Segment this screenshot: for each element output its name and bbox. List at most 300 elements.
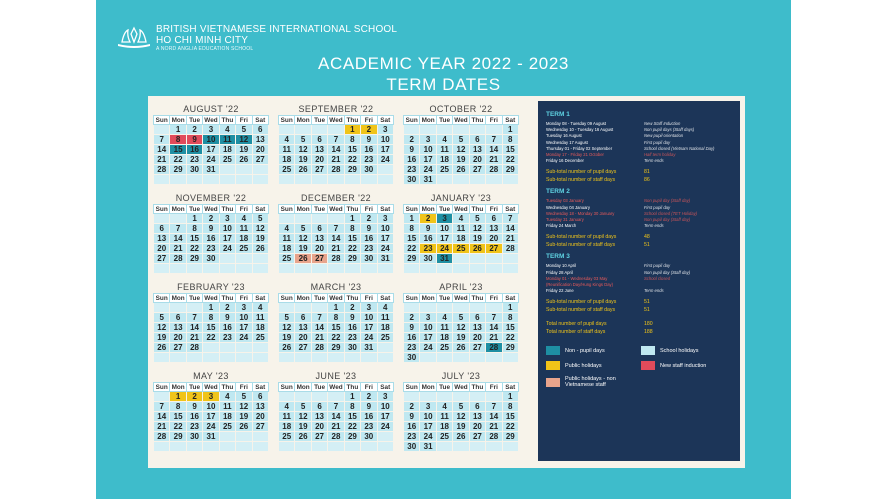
day-cell: 27 (486, 244, 502, 254)
subtotal-row (546, 168, 732, 176)
day-cell (436, 442, 452, 452)
weekday-header: Thu (344, 205, 360, 214)
day-cell: 21 (328, 155, 344, 165)
day-cell: 16 (420, 234, 436, 244)
month-name: MARCH '23 (310, 282, 362, 292)
weekday-header: Fri (361, 383, 377, 392)
day-cell: 2 (361, 214, 377, 224)
day-cell: 3 (420, 313, 436, 323)
day-cell (361, 175, 377, 185)
weekday-header: Mon (421, 116, 435, 124)
day-cell (295, 264, 311, 274)
day-cell: 30 (361, 254, 377, 264)
legend-item (546, 376, 637, 388)
day-cell (377, 353, 393, 363)
weekday-header: Thu (469, 294, 485, 303)
day-cell: 6 (252, 392, 268, 402)
legend-swatch (546, 378, 560, 387)
day-cell (279, 353, 295, 363)
day-cell: 21 (486, 422, 502, 432)
day-cell: 6 (311, 135, 327, 145)
day-cell (236, 264, 252, 274)
weekday-header: Tue (311, 116, 327, 125)
day-cell (377, 175, 393, 185)
day-cell: 15 (344, 145, 360, 155)
day-cell (486, 125, 502, 135)
day-cell: 20 (311, 155, 327, 165)
day-cell (328, 353, 344, 363)
day-cell: 2 (344, 303, 360, 313)
weekday-header: Sat (252, 294, 268, 303)
day-cell: 11 (279, 412, 295, 422)
day-cell (252, 353, 268, 363)
day-cell (486, 264, 502, 274)
day-cell: 30 (420, 254, 436, 264)
day-cell: 23 (404, 432, 420, 442)
day-cell: 16 (404, 155, 420, 165)
day-cell: 14 (502, 224, 518, 234)
day-cell: 5 (252, 214, 268, 224)
day-cell: 31 (420, 442, 436, 452)
day-cell (328, 264, 344, 274)
day-cell (486, 175, 502, 185)
weekday-header: Thu (469, 383, 485, 392)
day-cell: 6 (295, 313, 311, 323)
month-name: JUNE '23 (315, 371, 357, 381)
day-cell (453, 254, 469, 264)
day-cell: 4 (219, 392, 235, 402)
day-cell: 28 (328, 432, 344, 442)
day-cell: 26 (252, 244, 268, 254)
day-cell: 19 (154, 333, 170, 343)
weekday-header: Sun (279, 116, 295, 125)
day-cell: 23 (186, 155, 202, 165)
terms-list (546, 111, 732, 314)
total-value: 180 (644, 321, 653, 328)
day-cell: 2 (404, 135, 420, 145)
weekday-header: Sat (502, 116, 518, 125)
month-name: JULY '23 (441, 371, 481, 381)
day-cell: 15 (186, 234, 202, 244)
weekday-header: Sun (404, 383, 420, 392)
weekday-header: Mon (296, 294, 310, 302)
day-cell: 27 (311, 432, 327, 442)
day-cell (436, 353, 452, 363)
day-cell: 26 (154, 343, 170, 353)
day-cell: 31 (377, 254, 393, 264)
term-event: Non pupil day (Staff day) (644, 269, 691, 275)
day-cell (328, 125, 344, 135)
day-cell: 2 (420, 214, 436, 224)
weekday-header: Sat (377, 205, 393, 214)
day-cell: 8 (502, 402, 518, 412)
day-cell: 26 (453, 343, 469, 353)
day-cell (252, 343, 268, 353)
day-cell: 30 (404, 353, 420, 363)
weekday-header: Tue (311, 205, 327, 214)
day-cell: 24 (377, 244, 393, 254)
day-cell: 17 (236, 323, 252, 333)
day-cell: 29 (186, 254, 202, 264)
subtotal-value: 51 (644, 299, 650, 306)
day-cell (420, 264, 436, 274)
day-cell: 18 (236, 234, 252, 244)
day-cell: 27 (469, 432, 485, 442)
legend-label: New staff induction (660, 362, 707, 369)
day-cell: 28 (170, 254, 186, 264)
weekday-header: Sat (252, 116, 268, 125)
day-cell: 3 (203, 125, 219, 135)
day-cell (436, 392, 452, 402)
day-cell: 13 (311, 234, 327, 244)
day-cell (170, 442, 186, 452)
day-cell: 17 (203, 145, 219, 155)
term-event: Half term holiday (644, 152, 676, 158)
day-cell: 30 (186, 432, 202, 442)
day-cell: 12 (295, 234, 311, 244)
day-cell: 4 (436, 313, 452, 323)
day-cell: 6 (170, 313, 186, 323)
subtotal-label: Sub-total number of staff days (546, 242, 616, 249)
day-cell: 28 (311, 343, 327, 353)
month-name: SEPTEMBER '22 (298, 104, 374, 114)
term-date: Thursday 01 - Friday 02 September (546, 145, 613, 151)
day-cell: 4 (453, 214, 469, 224)
day-cell (203, 353, 219, 363)
term-info-panel (538, 101, 740, 461)
day-cell: 10 (236, 313, 252, 323)
day-cell (377, 165, 393, 175)
day-cell: 12 (154, 323, 170, 333)
day-cell (170, 264, 186, 274)
day-cell: 1 (344, 392, 360, 402)
weekday-header: Thu (344, 294, 360, 303)
day-cell: 29 (170, 165, 186, 175)
day-cell: 8 (344, 402, 360, 412)
month-name: AUGUST '22 (183, 104, 239, 114)
day-cell (436, 175, 452, 185)
day-cell: 17 (436, 234, 452, 244)
day-cell: 25 (236, 244, 252, 254)
day-cell: 15 (203, 323, 219, 333)
day-cell: 9 (420, 224, 436, 234)
day-cell: 30 (361, 165, 377, 175)
month-calendar (278, 115, 394, 185)
day-cell: 20 (295, 333, 311, 343)
day-cell: 14 (486, 145, 502, 155)
month-calendar (153, 382, 269, 452)
month-calendar (153, 204, 269, 274)
day-cell: 8 (328, 313, 344, 323)
day-cell: 21 (486, 333, 502, 343)
day-cell (311, 442, 327, 452)
day-cell: 16 (186, 145, 202, 155)
day-cell: 19 (453, 333, 469, 343)
day-cell (295, 353, 311, 363)
weekday-header: Sun (404, 294, 420, 303)
day-cell (453, 353, 469, 363)
day-cell: 22 (404, 244, 420, 254)
day-cell (279, 442, 295, 452)
day-cell: 11 (252, 313, 268, 323)
day-cell: 17 (377, 145, 393, 155)
calendar-card (148, 96, 745, 468)
day-cell: 10 (377, 402, 393, 412)
month-11 (403, 371, 519, 452)
weekday-header: Mon (171, 116, 185, 124)
day-cell: 16 (361, 234, 377, 244)
day-cell: 12 (236, 402, 252, 412)
weekday-header: Fri (361, 116, 377, 125)
weekday-header: Fri (236, 116, 252, 125)
day-cell (328, 392, 344, 402)
month-4 (278, 193, 394, 274)
day-cell: 1 (170, 392, 186, 402)
day-cell: 19 (469, 234, 485, 244)
day-cell (453, 125, 469, 135)
weekday-header: Sat (377, 383, 393, 392)
weekday-header: Sun (279, 383, 295, 392)
weekday-header: Thu (469, 205, 485, 214)
term-date: Tuesday 16 August (546, 133, 582, 139)
day-cell: 22 (203, 333, 219, 343)
day-cell: 19 (453, 155, 469, 165)
day-cell (453, 392, 469, 402)
day-cell: 30 (186, 165, 202, 175)
subtotal-row (546, 298, 732, 306)
day-cell: 8 (344, 135, 360, 145)
day-cell: 6 (252, 125, 268, 135)
weekday-header: Mon (171, 205, 185, 213)
day-cell (469, 303, 485, 313)
day-cell: 20 (311, 422, 327, 432)
day-cell: 9 (186, 402, 202, 412)
day-cell: 6 (486, 214, 502, 224)
day-cell: 23 (186, 422, 202, 432)
day-cell (279, 175, 295, 185)
day-cell: 14 (186, 323, 202, 333)
day-cell (344, 175, 360, 185)
day-cell (295, 175, 311, 185)
day-cell (219, 432, 235, 442)
day-cell: 13 (469, 412, 485, 422)
day-cell (311, 175, 327, 185)
day-cell: 15 (170, 145, 186, 155)
day-cell: 13 (469, 323, 485, 333)
term-date: Wednesday 18 - Monday 30 January (546, 210, 615, 216)
weekday-header: Tue (186, 205, 202, 214)
day-cell: 15 (404, 234, 420, 244)
day-cell: 8 (170, 135, 186, 145)
term-date-row (546, 158, 732, 164)
day-cell: 14 (486, 412, 502, 422)
legend-item (546, 346, 637, 355)
day-cell: 15 (344, 412, 360, 422)
legend-swatch (641, 346, 655, 355)
day-cell: 6 (311, 402, 327, 412)
day-cell: 5 (453, 313, 469, 323)
weekday-header: Mon (171, 383, 185, 391)
day-cell: 7 (154, 135, 170, 145)
day-cell: 6 (469, 402, 485, 412)
day-cell (279, 392, 295, 402)
term-title: TERM 3 (546, 253, 570, 261)
day-cell: 25 (219, 155, 235, 165)
day-cell: 20 (311, 244, 327, 254)
day-cell: 10 (361, 313, 377, 323)
weekday-header: Thu (344, 383, 360, 392)
day-cell (486, 392, 502, 402)
term-date: Friday 24 March (546, 223, 577, 229)
day-cell: 16 (219, 323, 235, 333)
day-cell: 14 (328, 145, 344, 155)
month-3 (153, 193, 269, 274)
weekday-header: Tue (186, 116, 202, 125)
day-cell (154, 175, 170, 185)
day-cell: 5 (154, 313, 170, 323)
weekday-header: Fri (236, 294, 252, 303)
day-cell: 30 (404, 442, 420, 452)
day-cell (279, 303, 295, 313)
day-cell: 1 (203, 303, 219, 313)
subtotal-row (546, 176, 732, 184)
day-cell: 29 (344, 432, 360, 442)
day-cell: 4 (279, 402, 295, 412)
day-cell: 22 (170, 422, 186, 432)
day-cell: 26 (236, 422, 252, 432)
month-6 (153, 282, 269, 363)
month-calendar (153, 115, 269, 185)
day-cell: 16 (404, 422, 420, 432)
legend-item (641, 346, 732, 355)
day-cell: 10 (219, 224, 235, 234)
term-title: TERM 1 (546, 111, 570, 118)
weekday-header: Tue (436, 205, 452, 214)
day-cell: 7 (486, 313, 502, 323)
day-cell: 17 (377, 412, 393, 422)
day-cell (154, 392, 170, 402)
day-cell (486, 353, 502, 363)
day-cell (203, 442, 219, 452)
day-cell: 22 (502, 422, 518, 432)
day-cell: 18 (219, 145, 235, 155)
total-value: 188 (644, 329, 653, 336)
weekday-header: Wed (454, 116, 468, 124)
day-cell: 13 (311, 145, 327, 155)
day-cell: 12 (469, 224, 485, 234)
school-name-line2: HO CHI MINH CITY (156, 35, 249, 46)
day-cell (252, 264, 268, 274)
weekday-header: Fri (236, 383, 252, 392)
day-cell: 10 (420, 145, 436, 155)
day-cell: 28 (154, 432, 170, 442)
day-cell: 3 (377, 214, 393, 224)
weekday-header: Sat (502, 294, 518, 303)
day-cell: 17 (420, 422, 436, 432)
day-cell: 21 (328, 244, 344, 254)
month-0 (153, 104, 269, 185)
day-cell: 1 (502, 125, 518, 135)
weekday-header: Fri (361, 294, 377, 303)
day-cell: 24 (203, 155, 219, 165)
right-margin (791, 0, 887, 499)
term-date: Friday 16 December (546, 158, 584, 164)
day-cell: 27 (170, 343, 186, 353)
day-cell: 18 (436, 422, 452, 432)
day-cell (311, 353, 327, 363)
day-cell: 8 (404, 224, 420, 234)
day-cell (404, 303, 420, 313)
day-cell: 26 (453, 432, 469, 442)
weekday-header: Mon (296, 383, 310, 391)
term-date: Friday 28 April (546, 269, 573, 275)
day-cell (328, 214, 344, 224)
day-cell: 17 (377, 234, 393, 244)
day-cell: 26 (295, 254, 311, 264)
subtotal-label: Sub-total number of pupil days (546, 234, 617, 241)
subtotal-row (546, 306, 732, 314)
day-cell (170, 214, 186, 224)
day-cell: 14 (170, 234, 186, 244)
day-cell (236, 254, 252, 264)
term-event: Non pupil day (Staff day) (644, 217, 691, 223)
day-cell (344, 353, 360, 363)
day-cell: 11 (236, 224, 252, 234)
weekday-header: Mon (421, 383, 435, 391)
day-cell (295, 442, 311, 452)
day-cell (295, 214, 311, 224)
day-cell: 28 (486, 165, 502, 175)
day-cell: 3 (236, 303, 252, 313)
day-cell: 24 (219, 244, 235, 254)
subtotal-value: 48 (644, 234, 650, 241)
term-event: First pupil day (644, 139, 671, 145)
legend-item (546, 361, 637, 370)
day-cell: 2 (404, 402, 420, 412)
subtotal-label: Sub-total number of staff days (546, 177, 616, 184)
day-cell (170, 303, 186, 313)
month-name: NOVEMBER '22 (175, 193, 247, 203)
day-cell (344, 264, 360, 274)
term-date: Monday 08 - Tuesday 09 August (546, 121, 607, 126)
day-cell: 18 (219, 412, 235, 422)
day-cell: 1 (502, 392, 518, 402)
day-cell: 15 (344, 234, 360, 244)
day-cell: 15 (502, 323, 518, 333)
weekday-header: Wed (329, 116, 343, 124)
term-title: TERM 2 (546, 188, 570, 196)
weekday-header: Mon (421, 294, 435, 302)
weekday-header: Mon (296, 116, 310, 124)
legend-label: Public holidays (565, 362, 602, 369)
day-cell: 25 (436, 432, 452, 442)
weekday-header: Wed (329, 205, 343, 213)
day-cell: 1 (186, 214, 202, 224)
day-cell (219, 343, 235, 353)
day-cell: 22 (328, 333, 344, 343)
day-cell: 13 (252, 135, 268, 145)
day-cell: 14 (486, 323, 502, 333)
day-cell: 7 (502, 214, 518, 224)
day-cell (404, 392, 420, 402)
weekday-header: Wed (204, 116, 218, 124)
day-cell: 2 (203, 214, 219, 224)
day-cell (186, 175, 202, 185)
subtotal-value: 86 (644, 177, 650, 184)
day-cell (252, 254, 268, 264)
weekday-header: Wed (204, 383, 218, 391)
day-cell: 18 (252, 323, 268, 333)
